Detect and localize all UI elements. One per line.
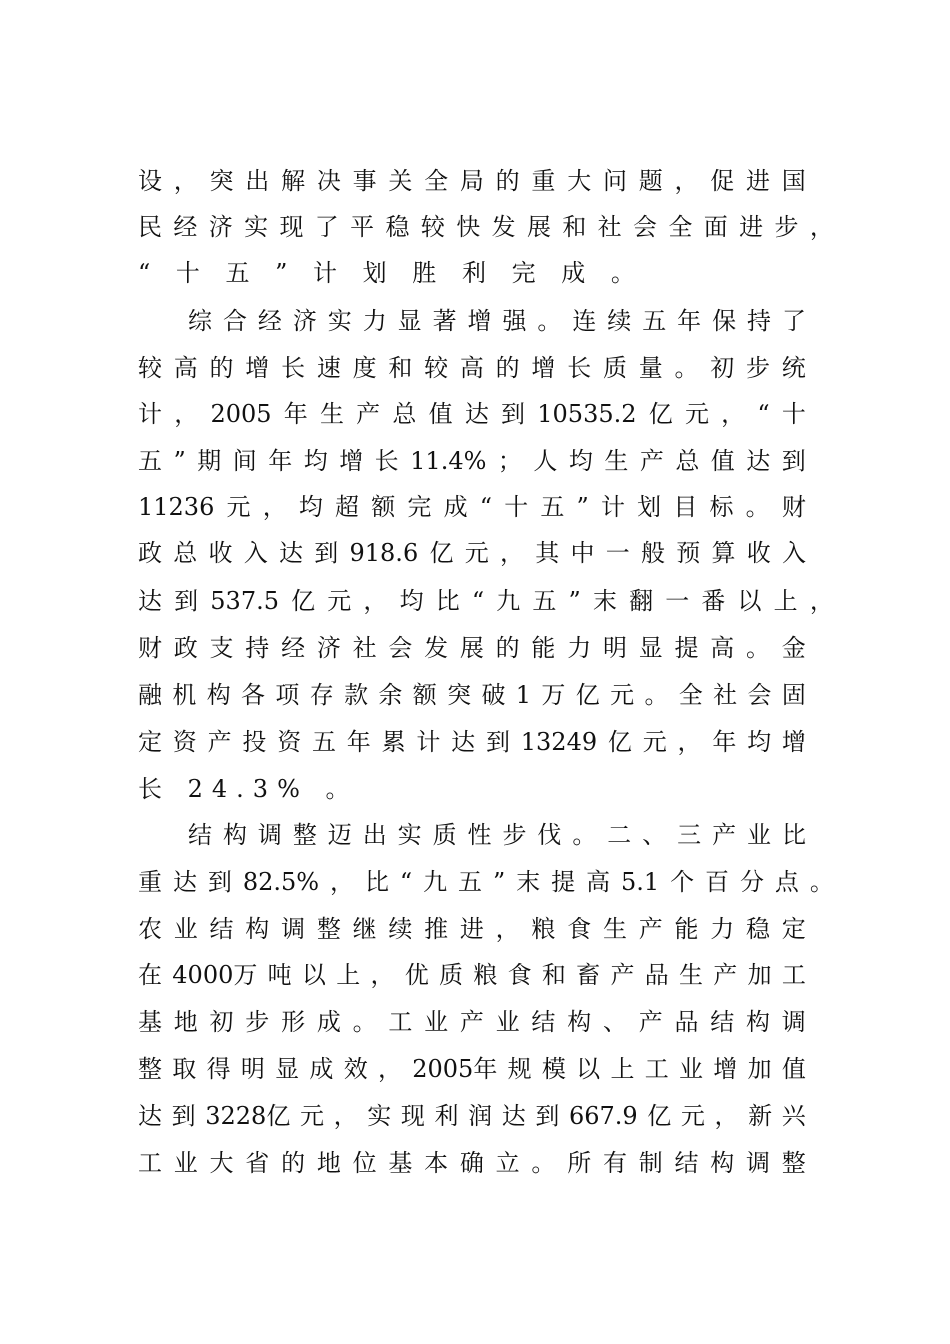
text-line: 较 高 的 增 长 速 度 和 较 高 的 增 长 质 量 。 初 步 统 (138, 354, 806, 382)
text-line: 基 地 初 步 形 成 。 工 业 产 业 结 构 、 产 品 结 构 调 (138, 1008, 806, 1036)
text-line: “ 十 五 ” 计 划 胜 利 完 成 。 (138, 259, 644, 287)
paragraph-first-line: 结 构 调 整 迈 出 实 质 性 步 伐 。 二 、 三 产 业 比 (188, 821, 806, 849)
paragraph-first-line: 综 合 经 济 实 力 显 著 增 强 。 连 续 五 年 保 持 了 (188, 307, 806, 335)
text-line: 民 经 济 实 现 了 平 稳 较 快 发 展 和 社 会 全 面 进 步 ， (138, 213, 834, 241)
text-line: 财 政 支 持 经 济 社 会 发 展 的 能 力 明 显 提 高 。 金 (138, 634, 806, 662)
text-line: 设 ， 突 出 解 决 事 关 全 局 的 重 大 问 题 ， 促 进 国 (138, 167, 806, 195)
text-line: 计 ， 2005 年 生 产 总 值 达 到 10535.2 亿 元 ， “ 十 (138, 400, 806, 428)
text-line: 农 业 结 构 调 整 继 续 推 进 ， 粮 食 生 产 能 力 稳 定 (138, 915, 806, 943)
text-line: 整 取 得 明 显 成 效 ， 2005年 规 模 以 上 工 业 增 加 值 (138, 1055, 806, 1083)
text-line: 工 业 大 省 的 地 位 基 本 确 立 。 所 有 制 结 构 调 整 (138, 1149, 806, 1177)
text-line: 达 到 3228亿 元 ， 实 现 利 润 达 到 667.9 亿 元 ， 新 兴 (138, 1102, 806, 1130)
text-line: 政 总 收 入 达 到 918.6 亿 元 ， 其 中 一 般 预 算 收 入 (138, 539, 806, 567)
text-line: 达 到 537.5 亿 元 ， 均 比 “ 九 五 ” 末 翻 一 番 以 上 ， (138, 587, 834, 615)
text-line: 重 达 到 82.5% ， 比 “ 九 五 ” 末 提 高 5.1 个 百 分 点 。 (138, 868, 834, 896)
text-line: 长 24.3% 。 (138, 775, 359, 803)
text-line: 五 ” 期 间 年 均 增 长 11.4% ； 人 均 生 产 总 值 达 到 (138, 447, 806, 475)
text-line: 11236 元 ， 均 超 额 完 成 “ 十 五 ” 计 划 目 标 。 财 (138, 493, 806, 521)
text-line: 在 4000万 吨 以 上 ， 优 质 粮 食 和 畜 产 品 生 产 加 工 (138, 961, 806, 989)
text-line: 定 资 产 投 资 五 年 累 计 达 到 13249 亿 元 ， 年 均 增 (138, 728, 806, 756)
text-line: 融 机 构 各 项 存 款 余 额 突 破 1 万 亿 元 。 全 社 会 固 (138, 681, 806, 709)
